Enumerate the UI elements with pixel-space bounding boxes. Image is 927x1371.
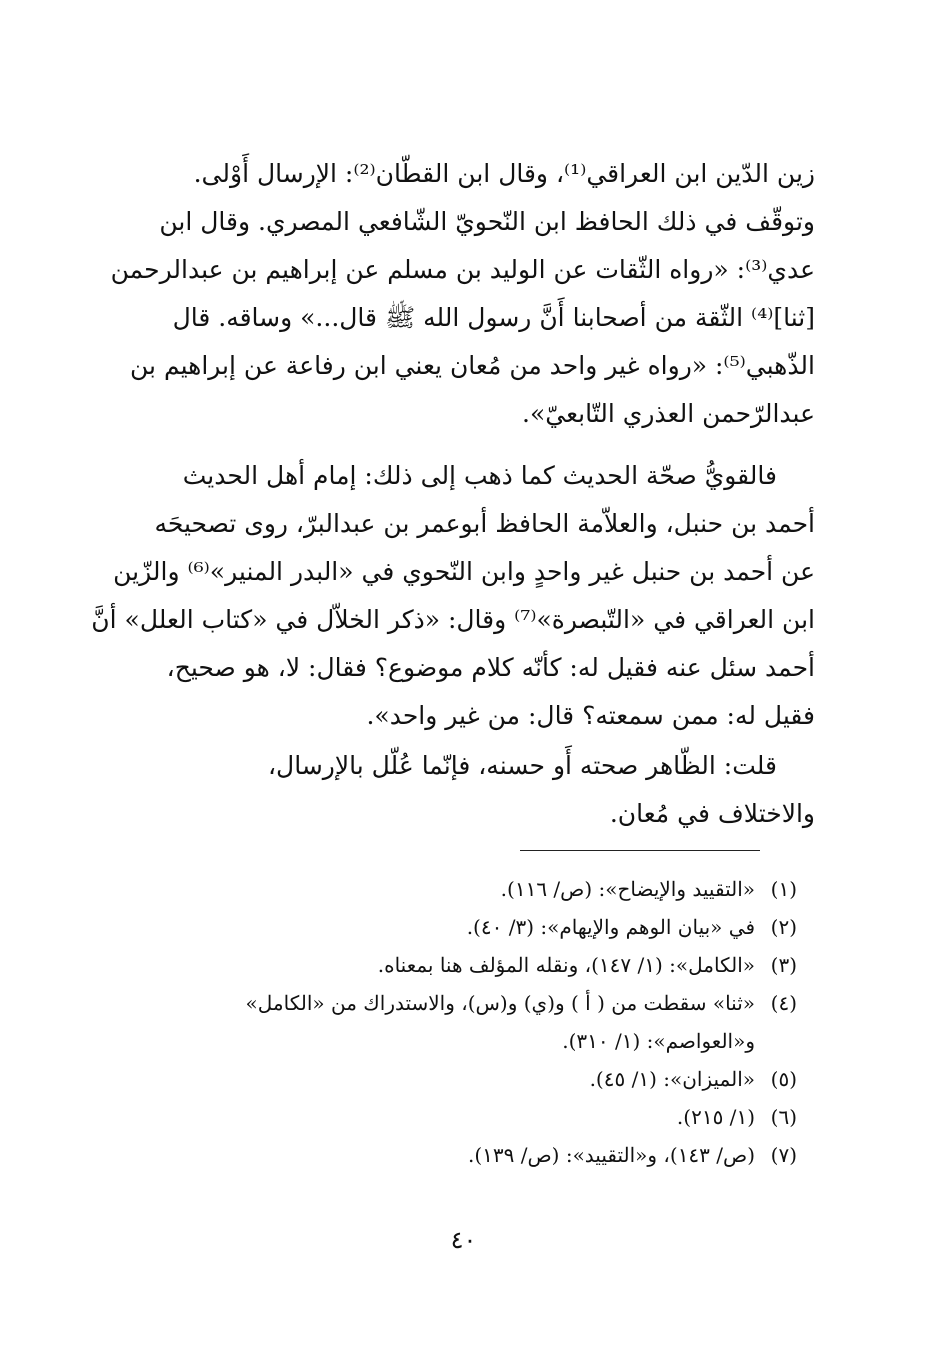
- text-line: وتوقّف في ذلك الحافظ ابن النّحويّ الشّافعي المصري. وقال ابن: [159, 207, 815, 236]
- text-line: أحمد بن حنبل، والعلاّمة الحافظ أبوعمر بن عبدالبرّ، روى تصحيحَه: [154, 509, 815, 538]
- text-line: زين الدّين ابن العراقي⁽¹⁾، وقال ابن القطّان⁽²⁾: الإرسال أَوْلى.: [193, 159, 815, 188]
- footnote-item: [107, 870, 797, 908]
- footnote-item: [107, 1098, 797, 1136]
- footnote-item: [107, 908, 797, 946]
- text-line: عبدالرّحمن العذري التّابعيّ».: [522, 399, 815, 428]
- footnote-number: (٥): [770, 1067, 797, 1091]
- footnote-number: (١): [770, 877, 797, 901]
- text-line: الذّهبي⁽⁵⁾: «رواه غير واحد من مُعان يعني ابن رفاعة عن إبراهيم بن: [130, 351, 815, 380]
- body-paragraph-3: [113, 742, 815, 838]
- footnote-item: [107, 946, 797, 984]
- page-number: ٤٠: [450, 1226, 477, 1254]
- footnote-text: «ثنا» سقطت من ( أ ) و(ي) و(س)، والاستدراك من «الكامل»: [245, 991, 755, 1015]
- text-line: عدي⁽³⁾: «رواه الثّقات عن الوليد بن مسلم عن إبراهيم بن عبدالرحمن: [110, 255, 815, 284]
- text-line: ابن العراقي في «التّبصرة»⁽⁷⁾ وقال: «ذكر الخلاّل في «كتاب العلل» أنَّ: [91, 605, 815, 634]
- footnote-item: [107, 984, 797, 1022]
- text-line: فالقويُّ صحّة الحديث كما ذهب إلى ذلك: إمام أهل الحديث: [182, 461, 777, 490]
- text-line: أحمد سئل عنه فقيل له: كأنّه كلام موضوع؟ فقال: لا، هو صحيح،: [166, 653, 815, 682]
- text-line: قلت: الظّاهر صحته أَو حسنه، فإنّما عُلّل بالإرسال،: [267, 751, 777, 780]
- footnote-text: «التقييد والإيضاح»: (ص/ ١١٦).: [500, 877, 755, 901]
- footnotes: [107, 870, 797, 1174]
- footnote-number: (٧): [770, 1143, 797, 1167]
- footnote-text: و«العواصم»: (١/ ٣١٠).: [562, 1029, 755, 1053]
- text-line: والاختلاف في مُعان.: [609, 799, 815, 828]
- footnote-text: في «بيان الوهم والإيهام»: (٣/ ٤٠).: [466, 915, 755, 939]
- footnote-number: (٣): [770, 953, 797, 977]
- footnote-item: [107, 1136, 797, 1174]
- footnote-number: (٦): [770, 1105, 797, 1129]
- footnote-text: (١/ ٢١٥).: [676, 1105, 755, 1129]
- body-paragraph-2: [91, 452, 815, 740]
- footnote-item-continuation: [107, 1022, 797, 1060]
- footnote-text: «الميزان»: (١/ ٤٥).: [589, 1067, 755, 1091]
- footnote-number: (٢): [770, 915, 797, 939]
- footnote-item: [107, 1060, 797, 1098]
- text-line: فقيل له: ممن سمعته؟ قال: من غير واحد».: [366, 701, 815, 730]
- footnote-separator: [520, 850, 760, 851]
- footnote-text: «الكامل»: (١/ ١٤٧)، ونقله المؤلف هنا بمعناه.: [377, 953, 755, 977]
- footnote-text: (ص/ ١٤٣)، و«التقييد»: (ص/ ١٣٩).: [467, 1143, 755, 1167]
- footnote-number: (٤): [770, 991, 797, 1015]
- text-line: [ثنا]⁽⁴⁾ الثّقة من أصحابنا أَنَّ رسول الله ﷺ قال...» وساقه. قال: [172, 303, 815, 332]
- text-line: عن أحمد بن حنبل غير واحدٍ وابن النّحوي في «البدر المنير»⁽⁶⁾ والزّين: [113, 557, 815, 586]
- body-paragraph-1: [110, 150, 815, 438]
